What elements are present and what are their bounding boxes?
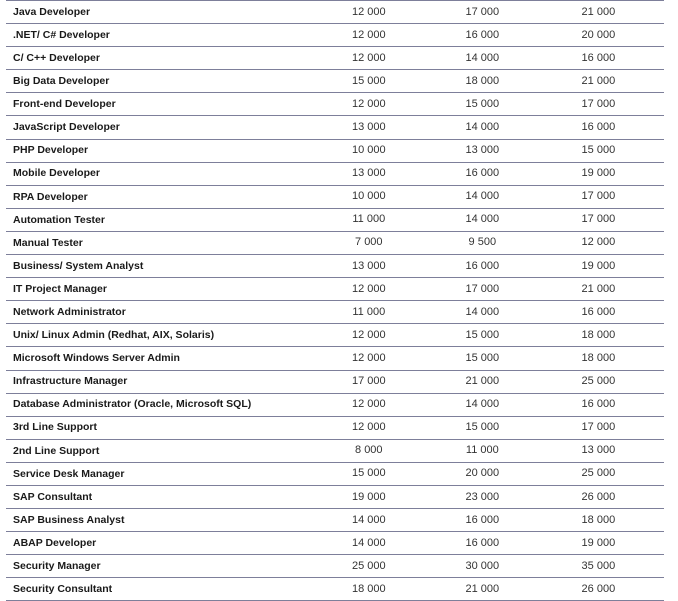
role-cell: Microsoft Windows Server Admin: [6, 347, 306, 370]
salary-max-cell: 13 000: [533, 439, 664, 462]
salary-mid-cell: 21 000: [432, 370, 533, 393]
salary-min-cell: 11 000: [306, 301, 432, 324]
salary-min-cell: 12 000: [306, 24, 432, 47]
table-row: [6, 370, 664, 393]
table-row: [6, 578, 664, 601]
salary-mid-cell: 15 000: [432, 347, 533, 370]
salary-max-cell: 16 000: [533, 393, 664, 416]
role-cell: Java Developer: [6, 1, 306, 24]
salary-min-cell: 10 000: [306, 185, 432, 208]
table-row: [6, 555, 664, 578]
salary-mid-cell: 11 000: [432, 439, 533, 462]
salary-mid-cell: 16 000: [432, 532, 533, 555]
salary-max-cell: 18 000: [533, 509, 664, 532]
salary-min-cell: 14 000: [306, 532, 432, 555]
salary-min-cell: 8 000: [306, 439, 432, 462]
salary-min-cell: 11 000: [306, 208, 432, 231]
salary-max-cell: 16 000: [533, 116, 664, 139]
salary-max-cell: 21 000: [533, 1, 664, 24]
salary-min-cell: 15 000: [306, 462, 432, 485]
role-cell: Manual Tester: [6, 231, 306, 254]
salary-mid-cell: 14 000: [432, 116, 533, 139]
salary-min-cell: 17 000: [306, 370, 432, 393]
table-row: [6, 139, 664, 162]
salary-mid-cell: 14 000: [432, 185, 533, 208]
salary-min-cell: 12 000: [306, 393, 432, 416]
salary-mid-cell: 17 000: [432, 278, 533, 301]
salary-max-cell: 17 000: [533, 185, 664, 208]
salary-max-cell: 21 000: [533, 278, 664, 301]
salary-max-cell: 16 000: [533, 301, 664, 324]
salary-mid-cell: 20 000: [432, 462, 533, 485]
salary-min-cell: 13 000: [306, 162, 432, 185]
table-row: [6, 70, 664, 93]
role-cell: C/ C++ Developer: [6, 47, 306, 70]
salary-mid-cell: 14 000: [432, 393, 533, 416]
salary-max-cell: 18 000: [533, 347, 664, 370]
salary-max-cell: 12 000: [533, 231, 664, 254]
table-row: [6, 416, 664, 439]
salary-min-cell: 19 000: [306, 485, 432, 508]
salary-max-cell: 21 000: [533, 70, 664, 93]
table-row: [6, 208, 664, 231]
salary-min-cell: 12 000: [306, 347, 432, 370]
salary-min-cell: 10 000: [306, 139, 432, 162]
salary-min-cell: 12 000: [306, 278, 432, 301]
salary-min-cell: 12 000: [306, 324, 432, 347]
salary-max-cell: 18 000: [533, 324, 664, 347]
salary-min-cell: 15 000: [306, 70, 432, 93]
salary-min-cell: 25 000: [306, 555, 432, 578]
salary-mid-cell: 13 000: [432, 139, 533, 162]
role-cell: RPA Developer: [6, 185, 306, 208]
table-row: [6, 185, 664, 208]
role-cell: Network Administrator: [6, 301, 306, 324]
role-cell: Service Desk Manager: [6, 462, 306, 485]
table-row: [6, 278, 664, 301]
table-row: [6, 231, 664, 254]
salary-mid-cell: 15 000: [432, 416, 533, 439]
role-cell: PHP Developer: [6, 139, 306, 162]
salary-table: [6, 0, 664, 601]
role-cell: Unix/ Linux Admin (Redhat, AIX, Solaris): [6, 324, 306, 347]
salary-mid-cell: 9 500: [432, 231, 533, 254]
table-row: [6, 462, 664, 485]
salary-mid-cell: 16 000: [432, 509, 533, 532]
table-row: [6, 93, 664, 116]
role-cell: IT Project Manager: [6, 278, 306, 301]
salary-mid-cell: 14 000: [432, 47, 533, 70]
salary-mid-cell: 16 000: [432, 255, 533, 278]
salary-max-cell: 19 000: [533, 162, 664, 185]
role-cell: 3rd Line Support: [6, 416, 306, 439]
salary-min-cell: 12 000: [306, 47, 432, 70]
role-cell: Big Data Developer: [6, 70, 306, 93]
salary-mid-cell: 15 000: [432, 93, 533, 116]
salary-mid-cell: 21 000: [432, 578, 533, 601]
table-row: [6, 47, 664, 70]
salary-min-cell: 12 000: [306, 93, 432, 116]
salary-min-cell: 12 000: [306, 1, 432, 24]
table-row: [6, 301, 664, 324]
table-row: [6, 162, 664, 185]
salary-max-cell: 35 000: [533, 555, 664, 578]
table-row: [6, 116, 664, 139]
role-cell: Security Manager: [6, 555, 306, 578]
salary-mid-cell: 16 000: [432, 24, 533, 47]
salary-max-cell: 17 000: [533, 416, 664, 439]
table-row: [6, 347, 664, 370]
role-cell: Mobile Developer: [6, 162, 306, 185]
salary-min-cell: 18 000: [306, 578, 432, 601]
salary-mid-cell: 14 000: [432, 301, 533, 324]
role-cell: Database Administrator (Oracle, Microsoft SQL): [6, 393, 306, 416]
salary-min-cell: 7 000: [306, 231, 432, 254]
table-row: [6, 255, 664, 278]
role-cell: Business/ System Analyst: [6, 255, 306, 278]
role-cell: SAP Consultant: [6, 485, 306, 508]
salary-min-cell: 13 000: [306, 255, 432, 278]
role-cell: Front-end Developer: [6, 93, 306, 116]
salary-max-cell: 25 000: [533, 370, 664, 393]
salary-max-cell: 17 000: [533, 208, 664, 231]
salary-mid-cell: 23 000: [432, 485, 533, 508]
salary-min-cell: 14 000: [306, 509, 432, 532]
role-cell: 2nd Line Support: [6, 439, 306, 462]
table-row: [6, 509, 664, 532]
role-cell: .NET/ C# Developer: [6, 24, 306, 47]
table-row: [6, 24, 664, 47]
salary-max-cell: 19 000: [533, 255, 664, 278]
salary-mid-cell: 14 000: [432, 208, 533, 231]
salary-mid-cell: 30 000: [432, 555, 533, 578]
table-row: [6, 439, 664, 462]
role-cell: Automation Tester: [6, 208, 306, 231]
salary-mid-cell: 15 000: [432, 324, 533, 347]
role-cell: Infrastructure Manager: [6, 370, 306, 393]
salary-max-cell: 26 000: [533, 485, 664, 508]
salary-mid-cell: 18 000: [432, 70, 533, 93]
salary-max-cell: 15 000: [533, 139, 664, 162]
role-cell: ABAP Developer: [6, 532, 306, 555]
role-cell: Security Consultant: [6, 578, 306, 601]
salary-min-cell: 12 000: [306, 416, 432, 439]
role-cell: JavaScript Developer: [6, 116, 306, 139]
table-row: [6, 1, 664, 24]
salary-mid-cell: 17 000: [432, 1, 533, 24]
salary-max-cell: 17 000: [533, 93, 664, 116]
salary-max-cell: 26 000: [533, 578, 664, 601]
salary-min-cell: 13 000: [306, 116, 432, 139]
table-row: [6, 532, 664, 555]
table-row: [6, 324, 664, 347]
salary-max-cell: 19 000: [533, 532, 664, 555]
role-cell: SAP Business Analyst: [6, 509, 306, 532]
salary-max-cell: 16 000: [533, 47, 664, 70]
table-row: [6, 393, 664, 416]
salary-max-cell: 20 000: [533, 24, 664, 47]
salary-mid-cell: 16 000: [432, 162, 533, 185]
salary-table-body: [6, 1, 664, 601]
salary-max-cell: 25 000: [533, 462, 664, 485]
table-row: [6, 485, 664, 508]
